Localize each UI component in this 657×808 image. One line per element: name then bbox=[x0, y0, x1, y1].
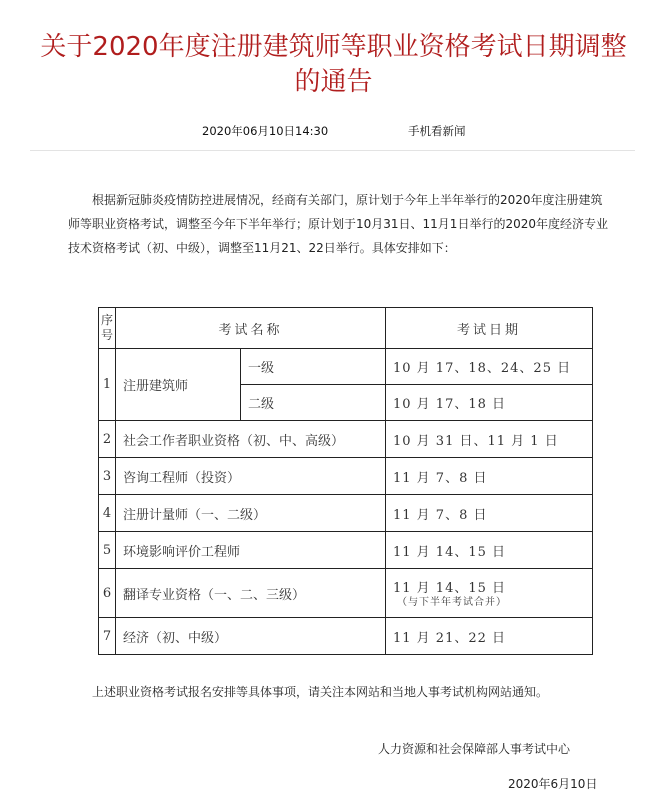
row-date: 11 月 7、8 日 bbox=[386, 495, 593, 532]
row-name: 经济（初、中级） bbox=[116, 618, 386, 655]
article-meta bbox=[0, 123, 657, 139]
mobile-news-link[interactable]: 手机看新闻 bbox=[408, 124, 466, 138]
row-date: 10 月 17、18、24、25 日 bbox=[386, 349, 593, 385]
table-row bbox=[99, 532, 593, 569]
table-row bbox=[99, 458, 593, 495]
row-no: 6 bbox=[99, 569, 116, 618]
row-no: 5 bbox=[99, 532, 116, 569]
row-date: 11 月 7、8 日 bbox=[386, 458, 593, 495]
divider bbox=[30, 150, 635, 151]
row-name: 翻译专业资格（一、二、三级） bbox=[116, 569, 386, 618]
table-row bbox=[99, 569, 593, 618]
article-title: 关于2020年度注册建筑师等职业资格考试日期调整的通告 bbox=[40, 32, 627, 97]
row-date-note: （与下半年考试合并） bbox=[397, 596, 507, 608]
table-row bbox=[99, 421, 593, 458]
row-no: 2 bbox=[99, 421, 116, 458]
intro-paragraph: 根据新冠肺炎疫情防控进展情况，经商有关部门，原计划于今年上半年举行的2020年度注册建筑师等职业资格考试，调整至今年下半年举行；原计划于10月31日、11月1日举行的2020年度经济专业技术资格考试（初、中级），调整至11月21、22日举行。具体安排如下： bbox=[68, 193, 608, 255]
issuer-name: 人力资源和社会保障部人事考试中心 bbox=[378, 742, 571, 756]
header-exam-name: 考试名称 bbox=[116, 308, 386, 349]
row-no: 3 bbox=[99, 458, 116, 495]
row-no: 4 bbox=[99, 495, 116, 532]
table-header-row bbox=[99, 308, 593, 349]
header-no: 序号 bbox=[99, 308, 116, 349]
row-subname: 二级 bbox=[241, 385, 386, 421]
row-date: 11 月 14、15 日 bbox=[386, 532, 593, 569]
row-no: 1 bbox=[99, 349, 116, 421]
footer-note: 上述职业资格考试报名安排等具体事项，请关注本网站和当地人事考试机构网站通知。 bbox=[92, 685, 549, 699]
row-name: 注册计量师（一、二级） bbox=[116, 495, 386, 532]
table-row bbox=[99, 495, 593, 532]
row-name: 注册建筑师 bbox=[116, 349, 241, 421]
row-date: 10 月 17、18 日 bbox=[386, 385, 593, 421]
row-name: 环境影响评价工程师 bbox=[116, 532, 386, 569]
row-no: 7 bbox=[99, 618, 116, 655]
issue-date: 2020年6月10日 bbox=[508, 777, 598, 791]
row-name: 社会工作者职业资格（初、中、高级） bbox=[116, 421, 386, 458]
publish-time: 2020年06月10日14:30 bbox=[202, 124, 329, 138]
row-date-cell bbox=[386, 569, 593, 618]
table-row bbox=[99, 618, 593, 655]
row-date: 11 月 14、15 日 bbox=[393, 580, 507, 596]
schedule-table bbox=[98, 307, 593, 655]
row-date: 11 月 21、22 日 bbox=[386, 618, 593, 655]
table-row bbox=[99, 349, 593, 385]
row-name: 咨询工程师（投资） bbox=[116, 458, 386, 495]
row-date: 10 月 31 日、11 月 1 日 bbox=[386, 421, 593, 458]
header-exam-date: 考试日期 bbox=[386, 308, 593, 349]
row-subname: 一级 bbox=[241, 349, 386, 385]
